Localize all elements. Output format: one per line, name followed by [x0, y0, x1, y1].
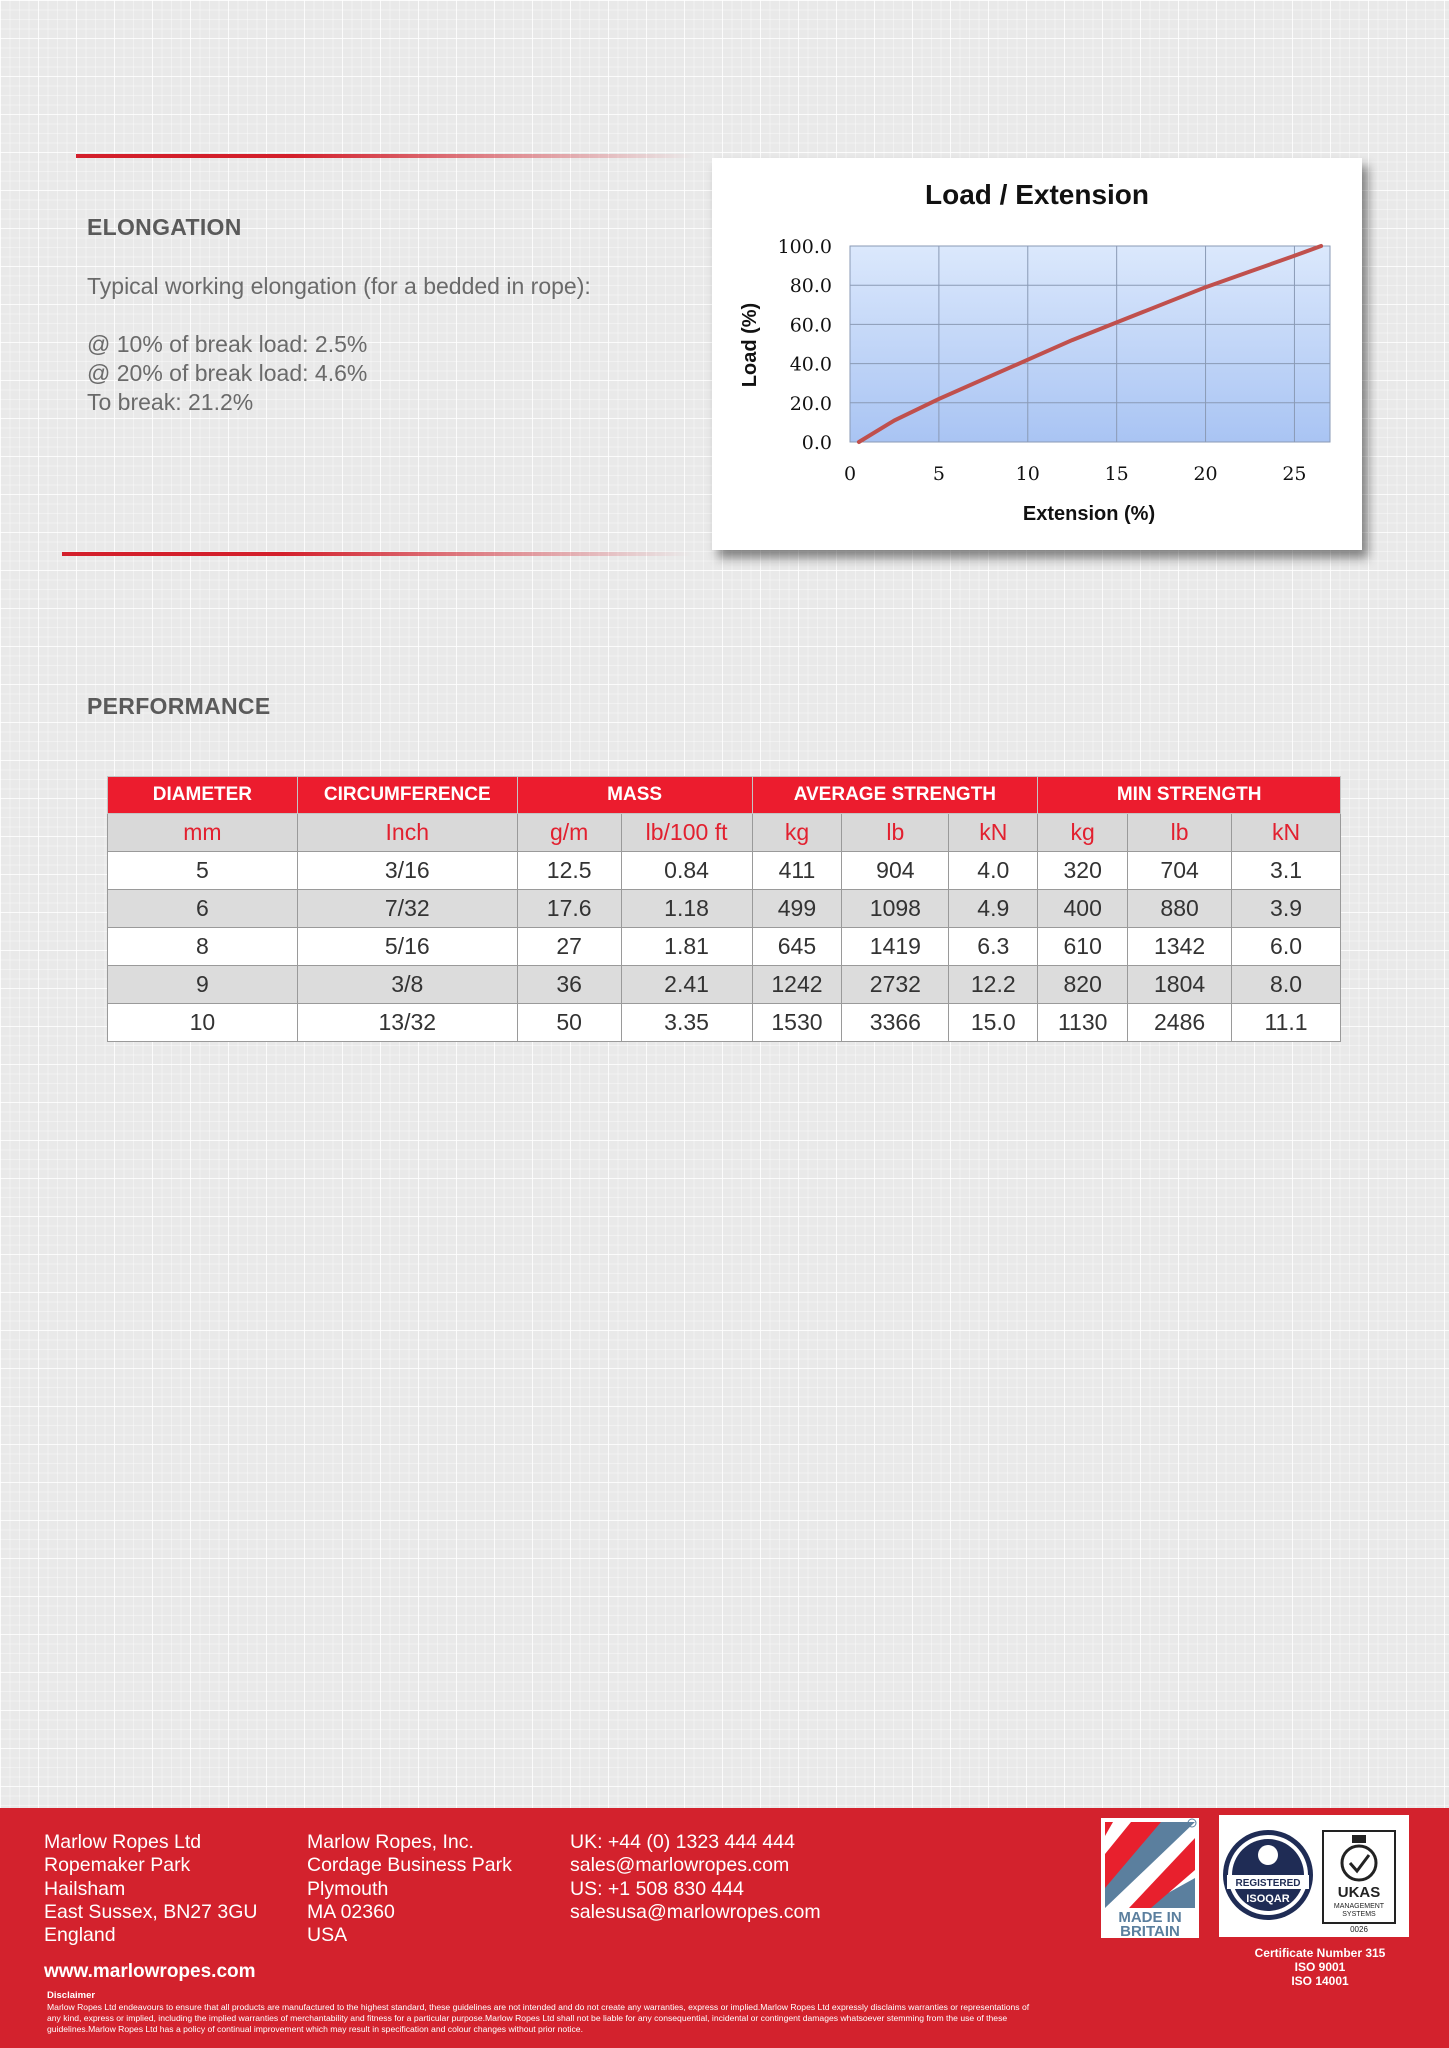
- table-cell: 27: [517, 928, 621, 966]
- unit-cell: kN: [949, 814, 1038, 852]
- y-tick-label: 40.0: [789, 353, 832, 376]
- table-cell: 3/8: [297, 966, 517, 1004]
- x-tick-label: 15: [1104, 463, 1129, 485]
- certificate-info: [1230, 1946, 1410, 1988]
- ukas-sub-1: MANAGEMENT: [1333, 1903, 1385, 1910]
- disclaimer-heading: Disclaimer: [47, 1990, 96, 2001]
- made-in-britain-icon: [1101, 1818, 1199, 1938]
- us-address-line: Marlow Ropes, Inc.: [307, 1831, 474, 1853]
- elongation-line-20pct: @ 20% of break load: 4.6%: [87, 360, 368, 386]
- table-cell: 1.18: [621, 890, 752, 928]
- load-extension-chart: [712, 158, 1362, 550]
- us-phone: US: +1 508 830 444: [570, 1877, 745, 1900]
- series-point: [1320, 245, 1323, 248]
- table-cell: 645: [752, 928, 842, 966]
- unit-cell: kg: [1038, 814, 1128, 852]
- x-tick-label: 10: [1015, 463, 1040, 485]
- website-link[interactable]: www.marlowropes.com: [44, 1961, 256, 1982]
- table-cell: 704: [1128, 852, 1232, 890]
- unit-cell: mm: [108, 814, 298, 852]
- header-min-strength: MIN STRENGTH: [1038, 777, 1341, 814]
- table-cell: 0.84: [621, 852, 752, 890]
- table-cell: 13/32: [297, 1004, 517, 1042]
- unit-cell: Inch: [297, 814, 517, 852]
- uk-address: [44, 1831, 258, 1947]
- series-point: [1160, 303, 1163, 306]
- series-point: [893, 419, 896, 422]
- table-cell: 1242: [752, 966, 842, 1004]
- table-cell: 12.5: [517, 852, 621, 890]
- table-cell: 1098: [842, 890, 949, 928]
- series-point: [1249, 270, 1252, 273]
- table-cell: 10: [108, 1004, 298, 1042]
- chart-svg: [712, 158, 1362, 550]
- made-in-line: MADE IN: [1118, 1909, 1182, 1926]
- certificate-iso-14001: ISO 14001: [1291, 1974, 1349, 1988]
- chart-title: Load / Extension: [924, 179, 1150, 210]
- top-divider-line: [76, 154, 696, 158]
- table-cell: 11.1: [1232, 1004, 1341, 1042]
- us-email-link[interactable]: salesusa@marlowropes.com: [570, 1900, 821, 1923]
- britain-line: BRITAIN: [1120, 1923, 1180, 1938]
- y-axis-label: Load (%): [739, 302, 761, 388]
- series-point: [857, 441, 860, 444]
- table-cell: 15.0: [949, 1004, 1038, 1042]
- uk-address-line: East Sussex, BN27 3GU: [44, 1900, 258, 1923]
- series-point: [1026, 358, 1029, 361]
- table-cell: 8.0: [1232, 966, 1341, 1004]
- unit-cell: lb: [842, 814, 949, 852]
- table-cell: 3/16: [297, 852, 517, 890]
- table-cell: 5: [108, 852, 298, 890]
- isoqar-name: ISOQAR: [1246, 1893, 1290, 1905]
- table-cell: 9: [108, 966, 298, 1004]
- header-diameter: DIAMETER: [108, 777, 298, 814]
- table-cell: 8: [108, 928, 298, 966]
- table-cell: 1.81: [621, 928, 752, 966]
- table-cell: 12.2: [949, 966, 1038, 1004]
- y-tick-label: 20.0: [789, 392, 832, 415]
- series-point: [937, 397, 940, 400]
- uk-address-line: Hailsham: [44, 1877, 126, 1900]
- table-cell: 3.35: [621, 1004, 752, 1042]
- table-cell: 6: [108, 890, 298, 928]
- x-tick-label: 20: [1193, 463, 1218, 485]
- header-mass: MASS: [517, 777, 752, 814]
- unit-cell: kg: [752, 814, 842, 852]
- elongation-line-10pct: @ 10% of break load: 2.5%: [87, 331, 368, 357]
- table-cell: 320: [1038, 852, 1128, 890]
- us-address-line: USA: [307, 1924, 348, 1947]
- unit-cell: g/m: [517, 814, 621, 852]
- table-units-row: [108, 814, 1341, 852]
- elongation-intro: Typical working elongation (for a bedded in rope):: [87, 273, 591, 299]
- table-cell: 820: [1038, 966, 1128, 1004]
- table-cell: 4.9: [949, 890, 1038, 928]
- table-group-header-row: [108, 777, 1341, 814]
- certification-badge: [1219, 1815, 1409, 1937]
- made-in-britain-logo: [1101, 1818, 1199, 1938]
- table-cell: 400: [1038, 890, 1128, 928]
- table-cell: 904: [842, 852, 949, 890]
- table-cell: 2486: [1128, 1004, 1232, 1042]
- table-cell: 1530: [752, 1004, 842, 1042]
- table-cell: 411: [752, 852, 842, 890]
- contact-details: [570, 1831, 821, 1924]
- uk-phone: UK: +44 (0) 1323 444 444: [570, 1831, 795, 1853]
- table-cell: 6.0: [1232, 928, 1341, 966]
- us-address: [307, 1831, 512, 1947]
- y-tick-label: 80.0: [789, 275, 832, 298]
- us-address-line: MA 02360: [307, 1900, 395, 1923]
- x-tick-label: 0: [843, 463, 857, 485]
- table-cell: 1804: [1128, 966, 1232, 1004]
- ukas-sub-2: SYSTEMS: [1342, 1911, 1376, 1918]
- series-point: [982, 378, 985, 381]
- table-cell: 6.3: [949, 928, 1038, 966]
- table-cell: 2.41: [621, 966, 752, 1004]
- bottom-divider-line: [62, 552, 692, 556]
- table-row: [108, 890, 1341, 928]
- table-cell: 1130: [1038, 1004, 1128, 1042]
- elongation-line-break: To break: 21.2%: [87, 389, 254, 415]
- unit-cell: lb/100 ft: [621, 814, 752, 852]
- uk-address-line: Marlow Ropes Ltd: [44, 1831, 202, 1853]
- table-cell: 7/32: [297, 890, 517, 928]
- table-cell: 2732: [842, 966, 949, 1004]
- x-tick-label: 25: [1282, 463, 1307, 485]
- uk-email-link[interactable]: sales@marlowropes.com: [570, 1854, 790, 1877]
- x-axis-label: Extension (%): [1022, 503, 1156, 525]
- table-cell: 880: [1128, 890, 1232, 928]
- unit-cell: lb: [1128, 814, 1232, 852]
- uk-address-line: England: [44, 1924, 116, 1947]
- table-cell: 3366: [842, 1004, 949, 1042]
- ukas-code: 0026: [1350, 1925, 1368, 1934]
- table-cell: 3.9: [1232, 890, 1341, 928]
- table-cell: 17.6: [517, 890, 621, 928]
- disclaimer-text: Marlow Ropes Ltd endeavours to ensure that all products are manufactured to the highest standard, these guidelines are not intended and do not create any warranties, express or implied.Marlow Ropes Ltd expressly disclaims warranties or representations of any kind, express or implied, including the implied warranties of merchantability and fitness for a particular purpose.Marlow Ropes Ltd shall not be liable for any consequential, incidental or contingent damages whatsoever stemming from the use of these guidelines.Marlow Ropes Ltd has a policy of continual improvement which may result in specification and colour changes without prior notice.: [47, 2002, 1030, 2034]
- x-tick-label: 5: [932, 463, 945, 485]
- table-cell: 36: [517, 966, 621, 1004]
- elongation-heading: ELONGATION: [87, 214, 242, 240]
- isoqar-ukas-icon: [1219, 1815, 1409, 1937]
- plot-area: [850, 246, 1330, 442]
- table-cell: 4.0: [949, 852, 1038, 890]
- y-tick-label: 0.0: [801, 432, 832, 454]
- table-cell: 3.1: [1232, 852, 1341, 890]
- y-tick-label: 60.0: [789, 314, 832, 337]
- table-row: [108, 966, 1341, 1004]
- table-row: [108, 1004, 1341, 1042]
- series-point: [1293, 254, 1296, 257]
- ukas-name: UKAS: [1337, 1884, 1381, 1901]
- performance-heading: PERFORMANCE: [87, 693, 271, 719]
- table-cell: 610: [1038, 928, 1128, 966]
- us-address-line: Cordage Business Park: [307, 1854, 512, 1877]
- isoqar-registered: REGISTERED: [1235, 1878, 1301, 1889]
- series-point: [1204, 286, 1207, 289]
- unit-cell: kN: [1232, 814, 1341, 852]
- elongation-list: [87, 330, 367, 417]
- certificate-number: Certificate Number 315: [1254, 1946, 1386, 1960]
- series-point: [1071, 339, 1074, 342]
- table-row: [108, 928, 1341, 966]
- series-point: [1115, 321, 1118, 324]
- certificate-iso-9001: ISO 9001: [1294, 1960, 1346, 1974]
- header-average-strength: AVERAGE STRENGTH: [752, 777, 1038, 814]
- uk-address-line: Ropemaker Park: [44, 1854, 191, 1877]
- table-cell: 50: [517, 1004, 621, 1042]
- table-cell: 1419: [842, 928, 949, 966]
- us-address-line: Plymouth: [307, 1877, 389, 1900]
- table-cell: 1342: [1128, 928, 1232, 966]
- table-cell: 5/16: [297, 928, 517, 966]
- header-circumference: CIRCUMFERENCE: [297, 777, 517, 814]
- table-row: [108, 852, 1341, 890]
- performance-table: [107, 776, 1341, 1042]
- y-tick-label: 100.0: [777, 236, 832, 258]
- table-cell: 499: [752, 890, 842, 928]
